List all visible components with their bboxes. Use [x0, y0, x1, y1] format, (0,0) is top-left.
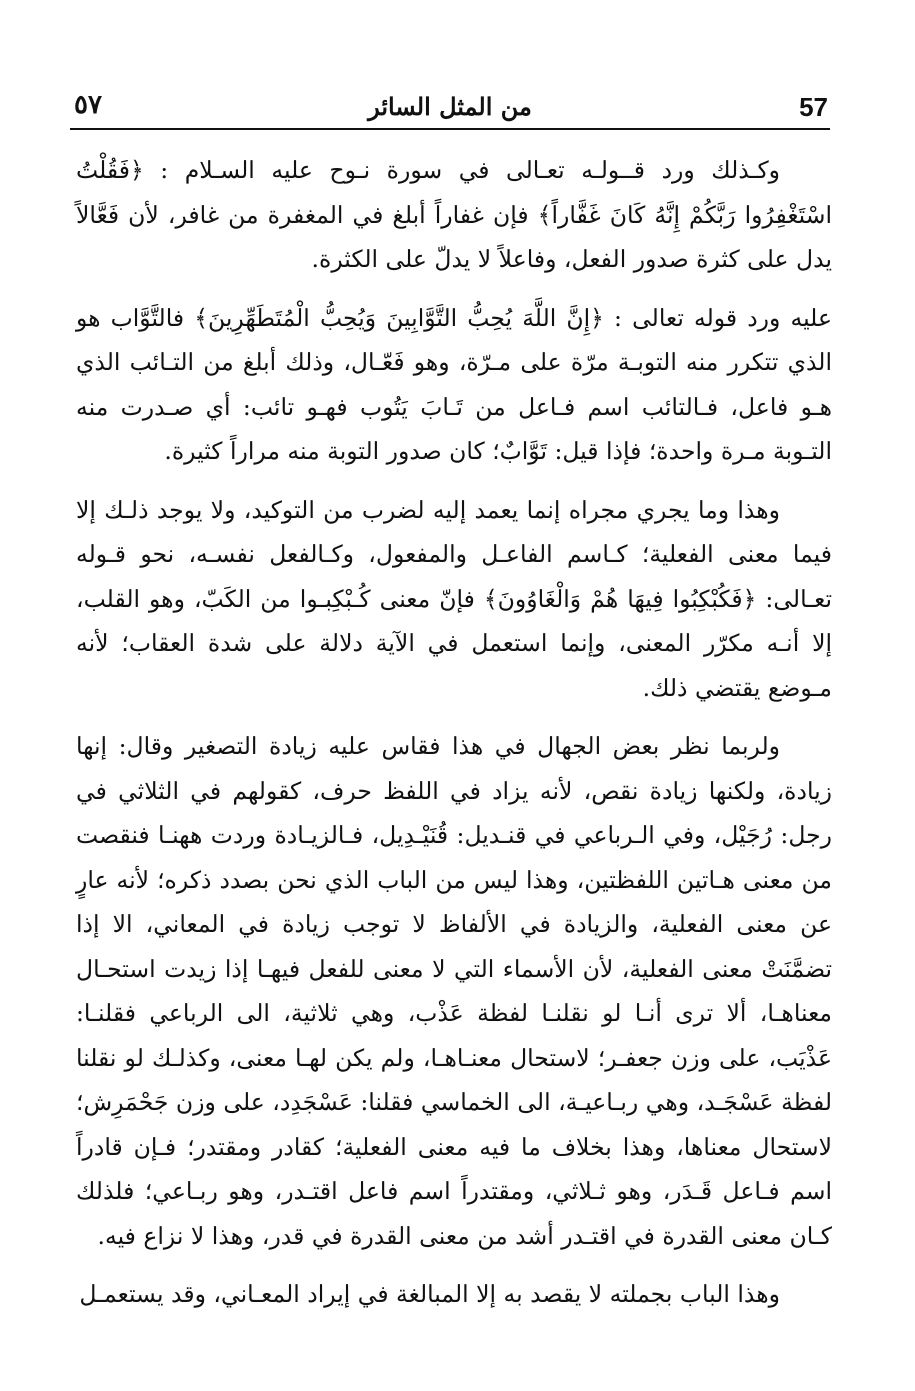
page-number-latin: 57 — [799, 92, 828, 122]
paragraph-2: عليه ورد قوله تعالى : ﴿إِنَّ اللَّهَ يُحِبُّ التَّوَّابِينَ وَيُحِبُّ الْمُتَطَهِّرِينَ﴾ فالتَّوَّاب هو الذي تتكرر منه التوبـة مرّة على مـرّة، وهو فَعّـال، وذلك أبلغ من التـائب الذي هـو فاعل، فـالتائب اسم فـاعل من تَـابَ يَتُوب فهـو تائب: أي صـدرت منه التـوبة مـرة واحدة؛ فإذا قيل: تَوَّابٌ؛ كان صدور التوبة منه مراراً كثيرة. — [76, 303, 832, 465]
paragraph-4: ولربما نظر بعض الجهال في هذا فقاس عليه زيادة التصغير وقال: إنها زيادة، ولكنها زيادة نقص، لأنه يزاد في اللفظ حرف، كقولهم في الثلاثي في رجل: رُجَيْل، وفي الـرباعي في قنـديل: قُنَيْـدِيل، فـالزيـادة وردت ههنـا فنقصت من معنى هـاتين اللفظتين، وهذا ليس من الباب الذي نحن بصدد ذكره؛ لأنه عارٍ عن معنى الفعلية، والزيادة في الألفاظ لا توجب زيادة في المعاني، الا إذا تضمَّنَتْ معنى الفعلية، لأن الأسماء التي لا معنى للفعل فيهـا إذا زيدت استحـال معناهـا، ألا ترى أنـا لو نقلنـا لفظة عَذْب، وهي ثلاثية، الى الرباعي فقلنـا: عَذْيَب، على وزن جعفـر؛ لاستحال معنـاهـا، ولم يكن لهـا معنى، وكذلـك لو نقلنا لفظة عَسْجَـد، وهي ربـاعيـة، الى الخماسي فقلنا: عَسْجَدِد، على وزن جَحْمَرِش؛ لاستحال معناها، وهذا بخلاف ما فيه معنى الفعلية؛ كقادر ومقتدر؛ فـإن قادراً اسم فـاعل قَـدَر، وهو ثـلاثي، ومقتدراً اسم فاعل اقتـدر، وهو ربـاعي؛ فلذلك كـان معنى القدرة في اقتـدر أشد من معنى القدرة في قدر، وهذا لا نزاع فيه. — [76, 732, 832, 1250]
paragraph-1: وكـذلك ورد قــولـه تعـالى في سورة نـوح عليه السـلام : ﴿فَقُلْتُ اسْتَغْفِرُوا رَبَّكُمْ إِنَّهُ كَانَ غَفَّاراً﴾ فإن غفاراً أبلغ في المغفرة من غافر، لأن فَعَّالاً يدل على كثرة صدور الفعل، وفاعلاً لا يدلّ على الكثرة. — [76, 156, 832, 273]
page-header — [70, 88, 830, 130]
body-text — [76, 148, 832, 1331]
paragraph-5: وهذا الباب بجملته لا يقصد به إلا المبالغة في إيراد المعـاني، وقد يستعمـل — [79, 1280, 780, 1308]
page-number-arabic: ٥٧ — [74, 90, 102, 120]
paragraph-3: وهذا وما يجري مجراه إنما يعمد إليه لضرب من التوكيد، ولا يوجد ذلـك إلا فيما معنى الفعلية؛ كـاسم الفاعـل والمفعول، وكـالفعل نفسـه، نحو قـوله تعـالى: ﴿فَكُبْكِبُوا فِيهَا هُمْ وَالْغَاوُونَ﴾ فإنّ معنى كُـبْكِبـوا من الكَبّ، وهو القلب، إلا أنـه مكرّر المعنى، وإنما استعمل في الآية دلالة على شدة العقاب؛ لأنه مـوضع يقتضي ذلك. — [76, 495, 832, 702]
running-title: من المثل السائر — [368, 92, 532, 121]
